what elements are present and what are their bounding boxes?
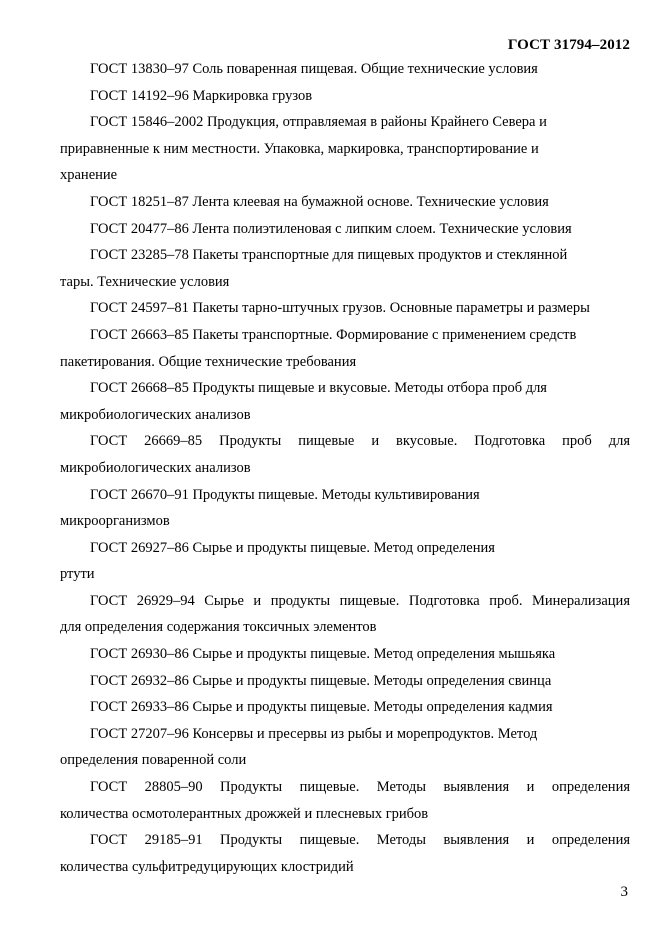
reference-entry: ГОСТ 27207–96 Консервы и пресервы из рыбы и морепродуктов. Метод определения поваренной соли	[60, 725, 538, 769]
reference-entry: ГОСТ 26669–85 Продукты пищевые и вкусовые. Подготовка проб для микробиологических анализов	[60, 433, 630, 476]
reference-entry: ГОСТ 15846–2002 Продукция, отправляемая в районы Крайнего Севера и приравненные к ним местности. Упаковка, маркировка, транспортирование и хранение	[60, 114, 547, 184]
reference-entry: ГОСТ 26668–85 Продукты пищевые и вкусовые. Методы отбора проб для микробиологических анализов	[60, 380, 547, 423]
reference-entry: ГОСТ 28805–90 Продукты пищевые. Методы выявления и определения количества осмотолерантных дрожжей и плесневых грибов	[60, 779, 630, 822]
reference-entry: ГОСТ 24597–81 Пакеты тарно-штучных грузов. Основные параметры и размеры	[90, 300, 590, 317]
reference-entry: ГОСТ 18251–87 Лента клеевая на бумажной основе. Технические условия	[90, 193, 549, 210]
reference-entry: ГОСТ 20477–86 Лента полиэтиленовая с липким слоем. Технические условия	[90, 220, 572, 237]
reference-entry: ГОСТ 26670–91 Продукты пищевые. Методы культивирования микроорганизмов	[60, 486, 480, 530]
reference-entry: ГОСТ 26929–94 Сырье и продукты пищевые. Подготовка проб. Минерализация для определения содержания токсичных элементов	[60, 592, 630, 636]
standard-designation: ГОСТ 31794–2012	[507, 37, 630, 53]
reference-list	[60, 56, 630, 880]
reference-entry: ГОСТ 13830–97 Соль поваренная пищевая. Общие технические условия	[90, 61, 538, 77]
reference-entry: ГОСТ 26663–85 Пакеты транспортные. Формирование с применением средств пакетирования. Общие технические требования	[60, 326, 577, 370]
reference-entry: ГОСТ 23285–78 Пакеты транспортные для пищевых продуктов и стеклянной тары. Технические условия	[60, 247, 568, 290]
page-number: 3	[620, 884, 628, 900]
reference-entry: ГОСТ 29185–91 Продукты пищевые. Методы выявления и определения количества сульфитредуцирующих клостридий	[60, 832, 630, 875]
reference-entry: ГОСТ 14192–96 Маркировка грузов	[90, 87, 313, 104]
reference-entry: ГОСТ 26930–86 Сырье и продукты пищевые. Метод определения мышьяка	[90, 646, 556, 663]
reference-entry: ГОСТ 26927–86 Сырье и продукты пищевые. Метод определения ртути	[60, 539, 495, 583]
reference-entry: ГОСТ 26932–86 Сырье и продукты пищевые. Методы определения свинца	[90, 672, 552, 689]
reference-entry: ГОСТ 26933–86 Сырье и продукты пищевые. Методы определения кадмия	[90, 699, 553, 716]
